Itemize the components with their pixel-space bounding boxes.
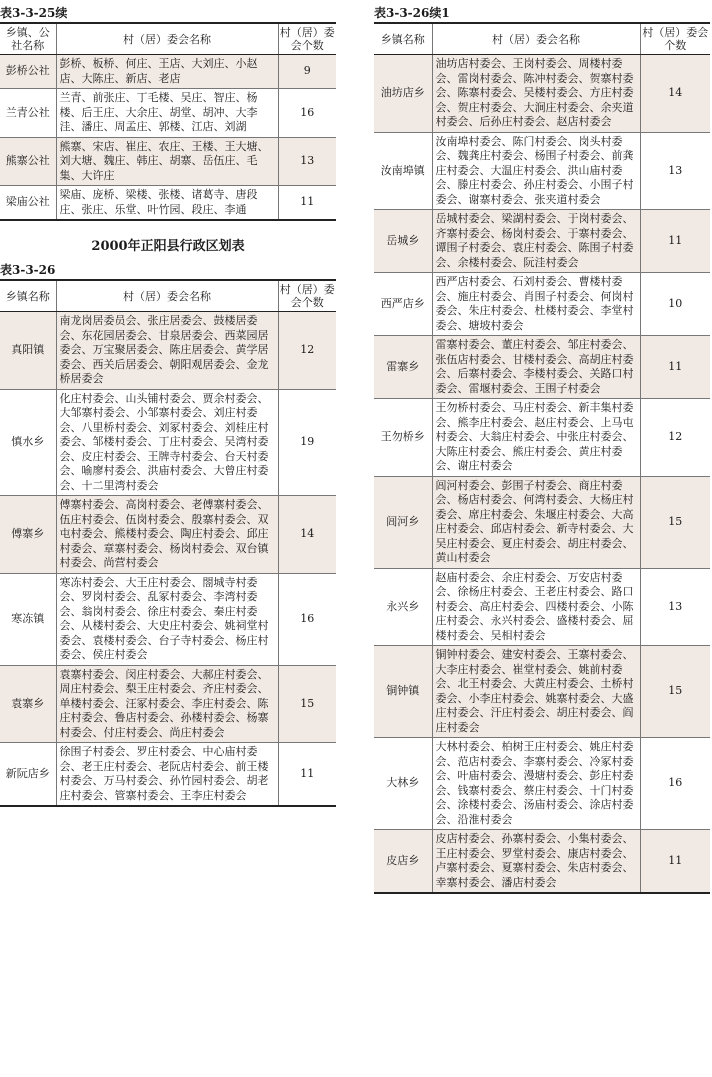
table-row: [0, 186, 336, 221]
town-cell: 王勿桥乡: [374, 399, 432, 477]
villages-cell: 化庄村委会、山头铺村委会、贾余村委会、大邹寨村委会、小邹寨村委会、刘庄村委会、八里桥村委会、刘冢村委会、刘桂庄村委会、邹楼村委会、丁庄村委会、吴湾村委会、皮庄村委会、王牌寺村委会、台天村委会、喻廖村委会、洪庙村委会、大曾庄村委会、十二里湾村委会: [56, 389, 278, 496]
count-cell: 14: [640, 55, 710, 133]
table-row: [374, 210, 710, 273]
table-row: [0, 665, 336, 743]
table-3-3-25-cont: [0, 22, 336, 221]
header-town: 乡镇名称: [374, 23, 432, 55]
table-row: [0, 312, 336, 390]
town-cell: 兰青公社: [0, 89, 56, 138]
table-row: [374, 476, 710, 568]
count-cell: 11: [278, 186, 336, 221]
town-cell: 傅寨乡: [0, 496, 56, 574]
table-row: [0, 55, 336, 89]
villages-cell: 梁庙、庞桥、梁楼、张楼、诸葛寺、唐段庄、张庄、乐堂、叶竹园、段庄、李通: [56, 186, 278, 221]
villages-cell: 王勿桥村委会、马庄村委会、新丰集村委会、熊李庄村委会、赵庄村委会、上马屯村委会、大翁庄村委会、中张庄村委会、大陈庄村委会、熊庄村委会、黄庄村委会、谢庄村委会: [432, 399, 640, 477]
villages-cell: 徐围子村委会、罗庄村委会、中心庙村委会、老王庄村委会、老阮店村委会、前王楼村委会、万马村委会、孙竹园村委会、胡老庄村委会、管寨村委会、王李庄村委会: [56, 743, 278, 807]
town-cell: 皮店乡: [374, 830, 432, 894]
villages-cell: 西严店村委会、石刘村委会、曹楼村委会、施庄村委会、肖围子村委会、何岗村委会、朱庄村委会、杜楼村委会、李堂村委会、塘坡村委会: [432, 273, 640, 336]
table-row: [0, 573, 336, 665]
table-row: [374, 55, 710, 133]
town-cell: 永兴乡: [374, 568, 432, 646]
table-row: [374, 646, 710, 738]
town-cell: 彭桥公社: [0, 55, 56, 89]
table-caption-3-3-26-cont1: 表3-3-26续1: [374, 6, 450, 20]
table-3-3-26: [0, 279, 336, 807]
town-cell: 汝南埠镇: [374, 132, 432, 210]
count-cell: 16: [640, 738, 710, 830]
header-villages: 村（居）委会名称: [432, 23, 640, 55]
count-cell: 15: [640, 476, 710, 568]
page-title: 2000年正阳县行政区划表: [91, 239, 245, 254]
header-villages: 村（居）委会名称: [56, 23, 278, 55]
town-cell: 慎水乡: [0, 389, 56, 496]
town-cell: 油坊店乡: [374, 55, 432, 133]
header-count: 村（居）委会个数: [640, 23, 710, 55]
header-count: 村（居）委会个数: [278, 23, 336, 55]
header-villages: 村（居）委会名称: [56, 280, 278, 312]
header-town: 乡镇、公社名称: [0, 23, 56, 55]
table-row: [374, 273, 710, 336]
town-cell: 大林乡: [374, 738, 432, 830]
town-cell: 西严店乡: [374, 273, 432, 336]
table-row: [0, 389, 336, 496]
table-row: [0, 743, 336, 807]
villages-cell: 大林村委会、柏树王庄村委会、姚庄村委会、范店村委会、李寨村委会、冷冢村委会、叶庙村委会、漫塘村委会、彭庄村委会、钱寨村委会、蔡庄村委会、十门村委会、涂楼村委会、汤庙村委会、涂店村委会、沿淮村委会: [432, 738, 640, 830]
count-cell: 11: [278, 743, 336, 807]
count-cell: 12: [640, 399, 710, 477]
count-cell: 15: [640, 646, 710, 738]
table-row: [374, 336, 710, 399]
header-town: 乡镇名称: [0, 280, 56, 312]
count-cell: 12: [278, 312, 336, 390]
table-caption-3-3-26: 表3-3-26: [0, 263, 56, 277]
town-cell: 闾河乡: [374, 476, 432, 568]
count-cell: 9: [278, 55, 336, 89]
villages-cell: 寒冻村委会、大王庄村委会、閤城寺村委会、罗岗村委会、乱冢村委会、李湾村委会、翁岗村委会、徐庄村委会、秦庄村委会、从楼村委会、大史庄村委会、姚祠堂村委会、袁楼村委会、台子寺村委会、杨庄村委会、侯庄村委会: [56, 573, 278, 665]
table-row: [0, 496, 336, 574]
count-cell: 19: [278, 389, 336, 496]
count-cell: 11: [640, 336, 710, 399]
town-cell: 新阮店乡: [0, 743, 56, 807]
table-caption-3-3-25-cont: 表3-3-25续: [0, 6, 68, 20]
left-column: [0, 0, 336, 807]
table-row: [0, 137, 336, 186]
count-cell: 10: [640, 273, 710, 336]
count-cell: 15: [278, 665, 336, 743]
count-cell: 16: [278, 573, 336, 665]
table-row: [374, 738, 710, 830]
table-3-3-26-cont1: [374, 22, 710, 894]
count-cell: 13: [640, 568, 710, 646]
table-row: [374, 399, 710, 477]
count-cell: 11: [640, 210, 710, 273]
villages-cell: 傅寨村委会、高岗村委会、老傅寨村委会、伍庄村委会、伍岗村委会、殷寨村委会、双屯村委会、熊楼村委会、陶庄村委会、邱庄村委会、章寨村委会、杨岗村委会、双台镇村委会、尚营村委会: [56, 496, 278, 574]
villages-cell: 铜钟村委会、建安村委会、王寨村委会、大李庄村委会、崔堂村委会、姚前村委会、北王村委会、大黄庄村委会、土桥村委会、小李庄村委会、姚寨村委会、大盛庄村委会、汗庄村委会、胡庄村委会、阎庄村委会: [432, 646, 640, 738]
town-cell: 雷寨乡: [374, 336, 432, 399]
villages-cell: 南龙岗居委员会、张庄居委会、鼓楼居委会、东花园居委会、甘泉居委会、西菜园居委会、万宝聚居委会、陈庄居委会、黄学居委会、西关后居委会、朝阳观居委会、金龙桥居委会: [56, 312, 278, 390]
town-cell: 真阳镇: [0, 312, 56, 390]
villages-cell: 油坊店村委会、王岗村委会、周楼村委会、雷岗村委会、陈冲村委会、贺寨村委会、陈寨村委会、吴楼村委会、方庄村委会、贺庄村委会、大涧庄村委会、余夹道村委会、后孙庄村委会、赵店村委会: [432, 55, 640, 133]
villages-cell: 闾河村委会、彭围子村委会、商庄村委会、杨店村委会、何湾村委会、大杨庄村委会、席庄村委会、朱堰庄村委会、大高庄村委会、邱店村委会、新寺村委会、大吴庄村委会、夏庄村委会、胡庄村委会、黄山村委会: [432, 476, 640, 568]
right-column: [374, 0, 710, 894]
town-cell: 梁庙公社: [0, 186, 56, 221]
town-cell: 袁寨乡: [0, 665, 56, 743]
town-cell: 熊寨公社: [0, 137, 56, 186]
town-cell: 寒冻镇: [0, 573, 56, 665]
table-row: [374, 568, 710, 646]
count-cell: 14: [278, 496, 336, 574]
table-body: [0, 55, 336, 221]
villages-cell: 皮店村委会、孙寨村委会、小集村委会、王庄村委会、罗堂村委会、康店村委会、卢寨村委会、夏寨村委会、朱店村委会、幸寨村委会、潘店村委会: [432, 830, 640, 894]
villages-cell: 彭桥、板桥、何庄、王店、大刘庄、小赵店、大陈庄、新店、老店: [56, 55, 278, 89]
villages-cell: 岳城村委会、梁湖村委会、于岗村委会、齐寨村委会、杨岗村委会、于寨村委会、谭围子村委会、袁庄村委会、陈围子村委会、余楼村委会、阮洼村委会: [432, 210, 640, 273]
villages-cell: 汝南埠村委会、陈门村委会、岗头村委会、魏龚庄村委会、杨围子村委会、前龚庄村委会、大温庄村委会、洪山庙村委会、滕庄村委会、孙庄村委会、小围子村委会、谢寨村委会、张夹道村委会: [432, 132, 640, 210]
count-cell: 13: [278, 137, 336, 186]
table-body: [374, 55, 710, 894]
villages-cell: 雷寨村委会、董庄村委会、邹庄村委会、张伍店村委会、甘楼村委会、高胡庄村委会、后寨村委会、李楼村委会、关路口村委会、雷堰村委会、王围子村委会: [432, 336, 640, 399]
villages-cell: 熊寨、宋店、崔庄、农庄、王楼、王大塘、刘大塘、魏庄、韩庄、胡寨、岳伍庄、毛集、大许庄: [56, 137, 278, 186]
town-cell: 岳城乡: [374, 210, 432, 273]
villages-cell: 赵庙村委会、余庄村委会、万安店村委会、徐杨庄村委会、王老庄村委会、路口村委会、高庄村委会、四楼村委会、小陈庄村委会、永兴村委会、盛楼村委会、屈楼村委会、吴相村委会: [432, 568, 640, 646]
count-cell: 11: [640, 830, 710, 894]
villages-cell: 兰青、前张庄、丁毛楼、吴庄、智庄、杨楼、后王庄、大余庄、胡堂、胡冲、大李洼、潘庄、周孟庄、郭楼、江店、刘湖: [56, 89, 278, 138]
count-cell: 16: [278, 89, 336, 138]
villages-cell: 袁寨村委会、闵庄村委会、大郝庄村委会、周庄村委会、梨王庄村委会、齐庄村委会、单楼村委会、汪冢村委会、李庄村委会、陈庄村委会、鲁店村委会、孙楼村委会、杨寨村委会、付庄村委会、尚庄村委会: [56, 665, 278, 743]
header-count: 村（居）委会个数: [278, 280, 336, 312]
table-body: [0, 312, 336, 807]
table-row: [374, 830, 710, 894]
count-cell: 13: [640, 132, 710, 210]
table-row: [0, 89, 336, 138]
town-cell: 铜钟镇: [374, 646, 432, 738]
table-row: [374, 132, 710, 210]
